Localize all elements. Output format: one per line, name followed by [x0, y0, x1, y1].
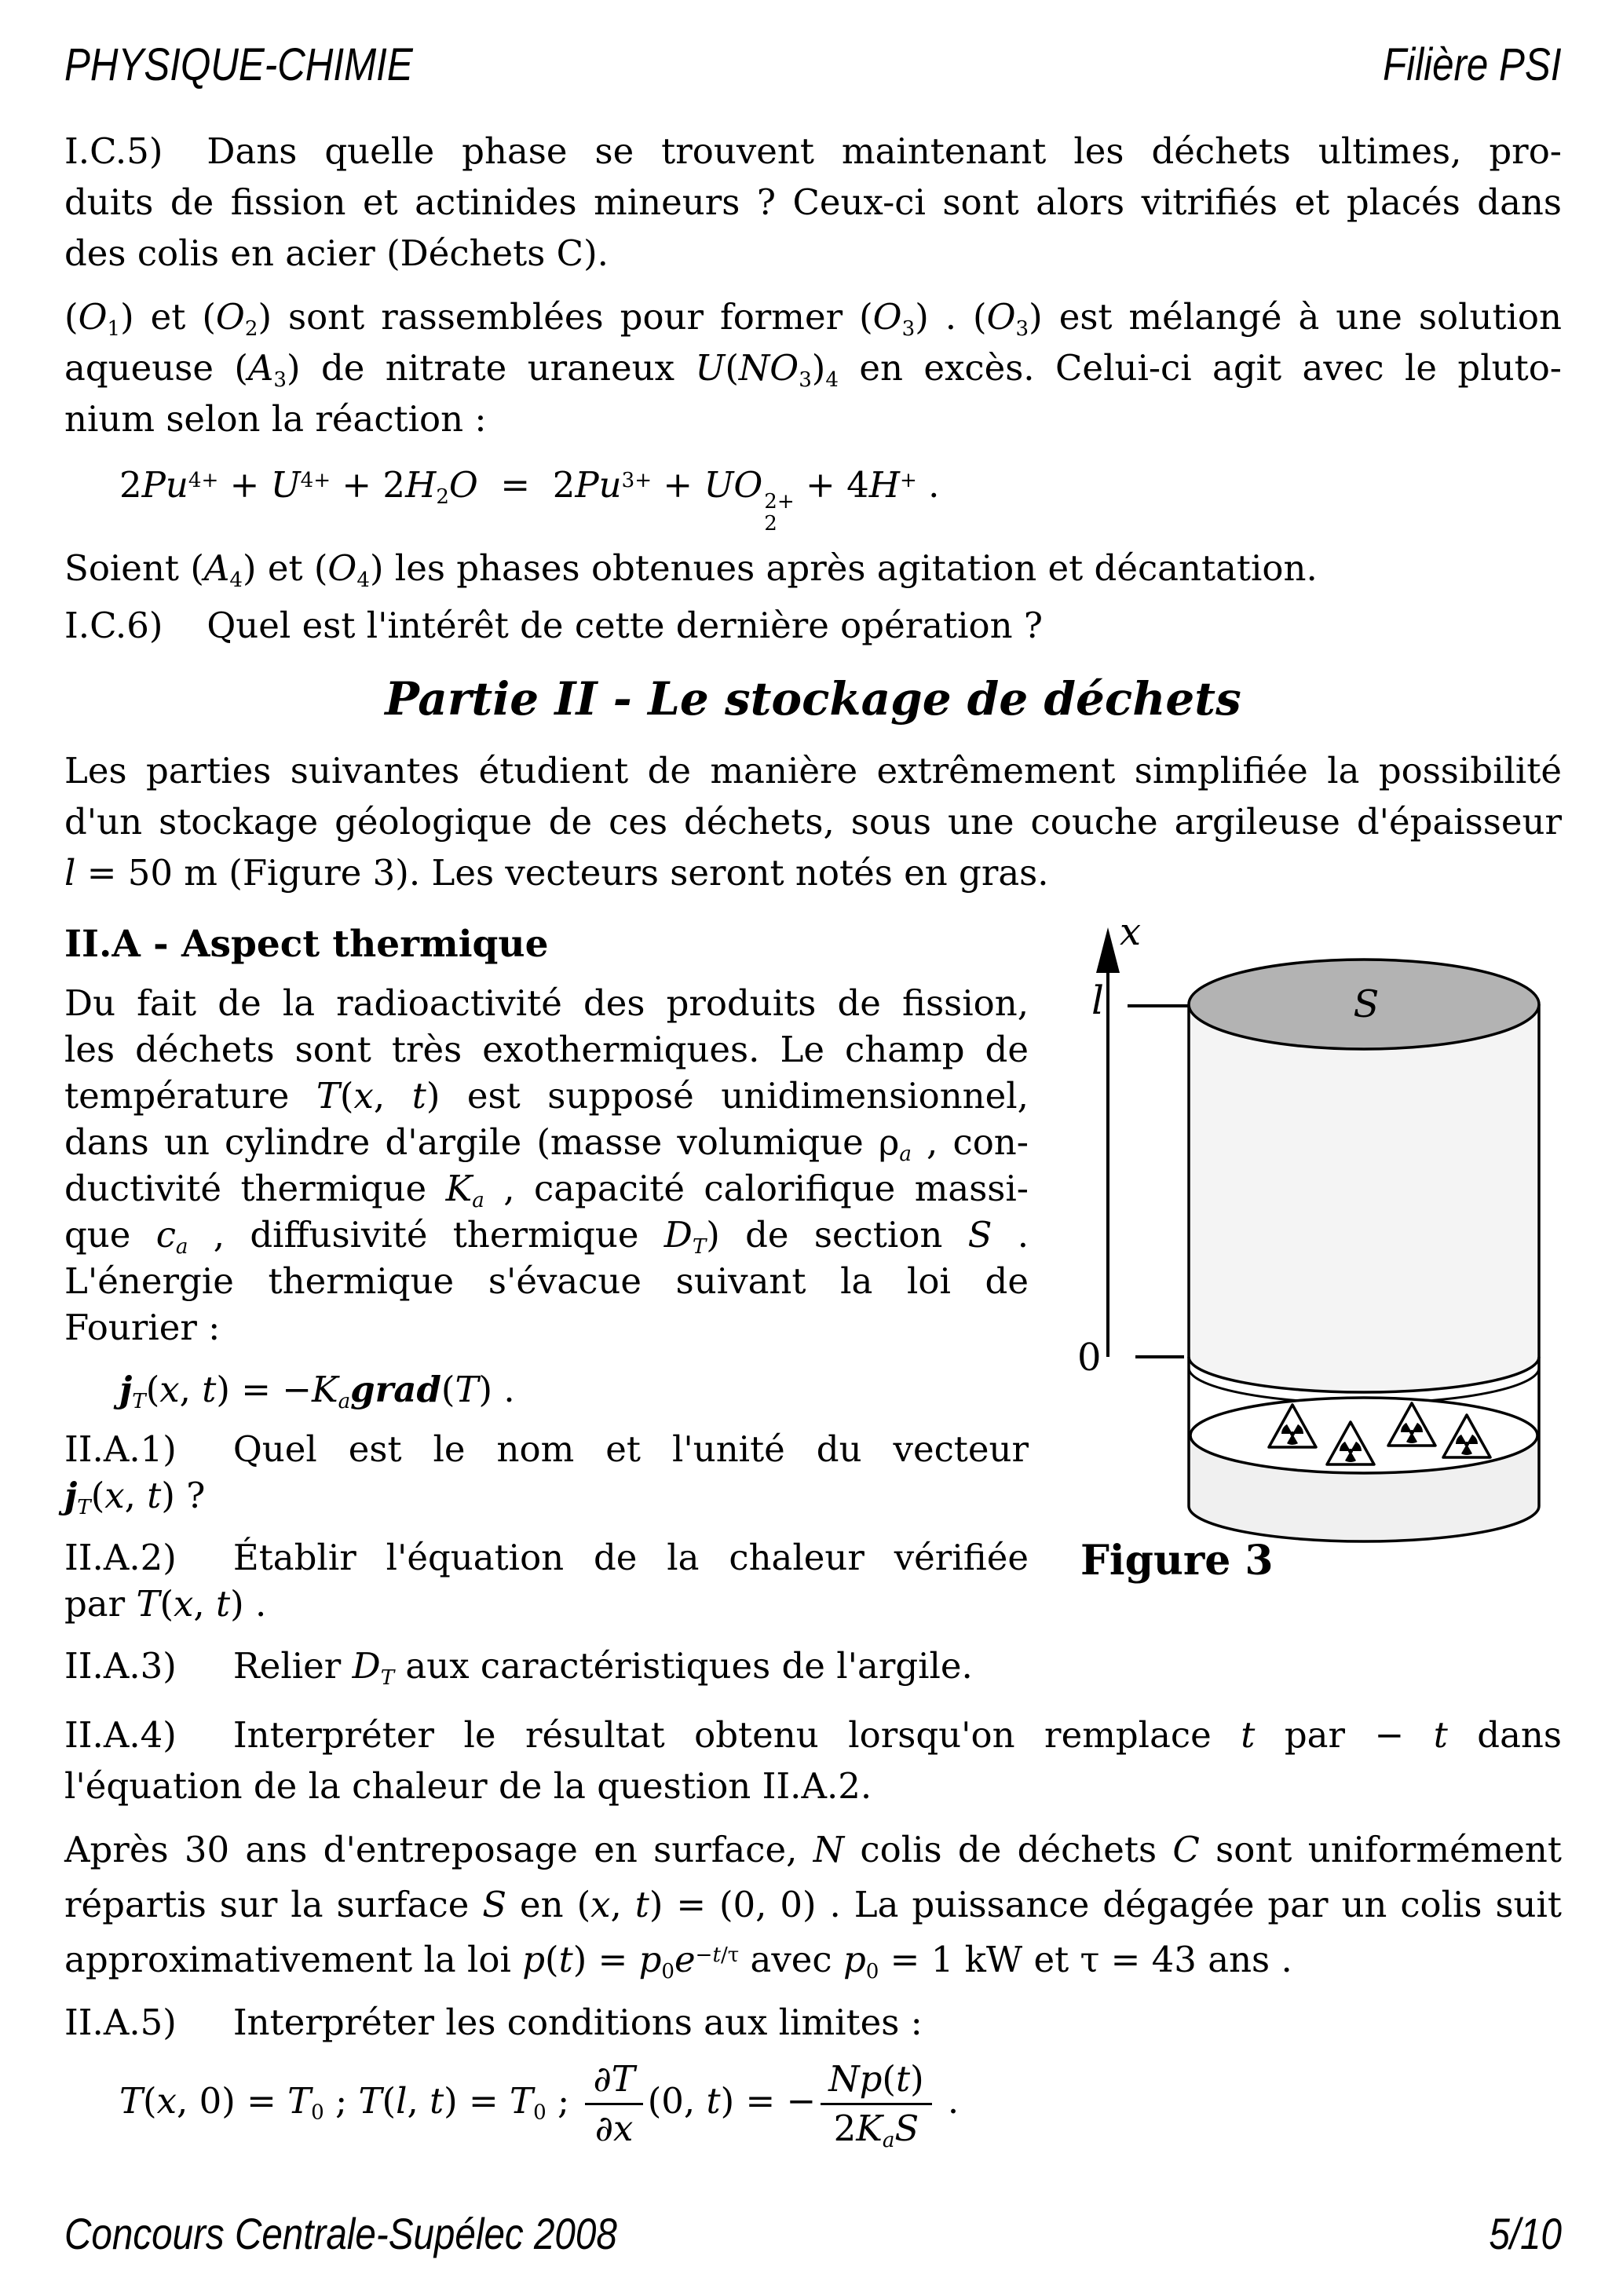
footer-page-number: 5/10 — [1489, 2209, 1562, 2258]
text-line: $(O_1)$ et $(O_2)$ sont rassemblées pour former $(O_3)$ . $(O_3)$ est mélangé à une solution — [64, 296, 1563, 341]
x-axis-label: x — [1120, 910, 1142, 954]
text-line: II.A.1) Quel est le nom et l'unité du vecteur — [64, 1428, 1029, 1471]
text-line: répartis sur la surface S en (x, t) = (0, 0) . La puissance dégagée par un colis suit — [64, 1884, 1562, 1926]
question-ic6 — [64, 600, 1562, 651]
text-line: les déchets sont très exothermiques. Le champ de — [64, 1029, 1029, 1071]
text-line: d'un stockage géologique de ces déchets, sous une couche argileuse d'épaisseur — [64, 801, 1562, 843]
text-line: Soient $(A_4)$ et $(O_4)$ les phases obtenues après agitation et décantation. — [64, 547, 1318, 592]
text-line: II.A.5) Interpréter les conditions aux limites : — [64, 2002, 923, 2044]
page-footer — [64, 2208, 1562, 2259]
text-line: l = 50 m (Figure 3). Les vecteurs seront notés en gras. — [64, 852, 1049, 894]
text-line: Fourier : — [64, 1307, 221, 1349]
text-line: approximativement la loi $p(t) = p_0e^{-t/\tau}$ avec $p_0 = 1$ kW et τ = 43 ans . — [64, 1939, 1292, 1983]
clay-body — [1189, 1004, 1539, 1392]
question-ic5 — [64, 126, 1562, 279]
text-line: Du fait de la radioactivité des produits de fission, — [64, 982, 1029, 1025]
equation-boundary-conditions: T(x, $0) = T_0$ ; T(l, $t) = T_0$ ; $\frac{\partial T}{\partial x}$ (0, t) = − $\frac{Np(t)}{2K_aS}$ . — [119, 2058, 960, 2152]
page-header — [64, 39, 1562, 91]
text-line: nium selon la réaction : — [64, 398, 487, 440]
zero-label: 0 — [1077, 1336, 1102, 1380]
text-line: aqueuse $(A_3)$ de nitrate uraneux $U(NO_3)_4$ en excès. Celui-ci agit avec le pluto- — [64, 347, 1562, 392]
x-axis-arrowhead — [1096, 927, 1120, 973]
question-iia2 — [64, 1534, 1029, 1627]
text-line: Après 30 ans d'entreposage en surface, N colis de déchets C sont uniformément — [64, 1829, 1562, 1871]
question-iia4 — [64, 1709, 1562, 1812]
paragraph-intro — [64, 745, 1562, 898]
text-line: ductivité thermique $K_a$ , capacité calorifique massi- — [64, 1168, 1029, 1212]
text-line: duits de fission et actinides mineurs ? Ceux-ci sont alors vitrifiés et placés dans — [64, 181, 1562, 223]
l-label: l — [1091, 978, 1104, 1023]
figure-caption: Figure 3 — [1080, 1537, 1274, 1585]
header-filiere: Filière PSI — [1383, 39, 1562, 90]
footer-concours: Concours Centrale-Supélec 2008 — [64, 2209, 617, 2258]
text-line: II.A.2) Établir l'équation de la chaleur vérifiée — [64, 1537, 1029, 1579]
text-line: I.C.5) Dans quelle phase se trouvent maintenant les déchets ultimes, pro- — [64, 130, 1562, 172]
text-line: température T(x, t) est supposé unidimensionnel, — [64, 1075, 1029, 1117]
text-line: par T(x, t) . — [64, 1583, 267, 1625]
equation-fourier: $j_T(x$, $t) = -K_agrad(T)$ . — [119, 1369, 515, 1413]
paragraph-soient — [64, 543, 1562, 594]
figure-3 — [1074, 905, 1592, 1612]
question-iia3 — [64, 1643, 1029, 1689]
surface-label: S — [1353, 982, 1380, 1026]
text-line: II.A.3) Relier $D_T$ aux caractéristiques de l'argile. — [64, 1645, 973, 1690]
text-line: l'équation de la chaleur de la question II.A.2. — [64, 1765, 872, 1808]
text-line: dans un cylindre d'argile (masse volumique $\rho_a$ , con- — [64, 1121, 1029, 1166]
question-iia1 — [64, 1426, 1029, 1519]
text-line: $j_T(x$, t) ? — [64, 1475, 206, 1519]
paragraph-apres — [64, 1823, 1562, 1987]
header-subject: PHYSIQUE-CHIMIE — [64, 39, 413, 90]
text-line: que $c_a$ , diffusivité thermique $D_T$) de section S . — [64, 1214, 1029, 1259]
heading-iia: II.A - Aspect thermique — [64, 923, 549, 967]
paragraph-phases — [64, 291, 1562, 444]
text-line: L'énergie thermique s'évacue suivant la loi de — [64, 1260, 1029, 1303]
paragraph-thermal — [64, 980, 1029, 1351]
text-line: des colis en acier (Déchets C). — [64, 232, 609, 274]
question-iia5 — [64, 1997, 1562, 2048]
text-line: II.A.4) Interpréter le résultat obtenu lorsqu'on remplace t par − t dans — [64, 1714, 1562, 1757]
text-line: Les parties suivantes étudient de manière extrêmement simplifiée la possibilité — [64, 750, 1562, 792]
part2-title: Partie II - Le stockage de déchets — [385, 672, 1241, 726]
text-line: I.C.6) Quel est l'intérêt de cette dernière opération ? — [64, 605, 1044, 647]
equation-reaction: $2Pu^{4+} + U^{4+} + 2H_2O = 2Pu^{3+}$ + UO 2+ 2 + 4H+ . — [119, 464, 940, 536]
